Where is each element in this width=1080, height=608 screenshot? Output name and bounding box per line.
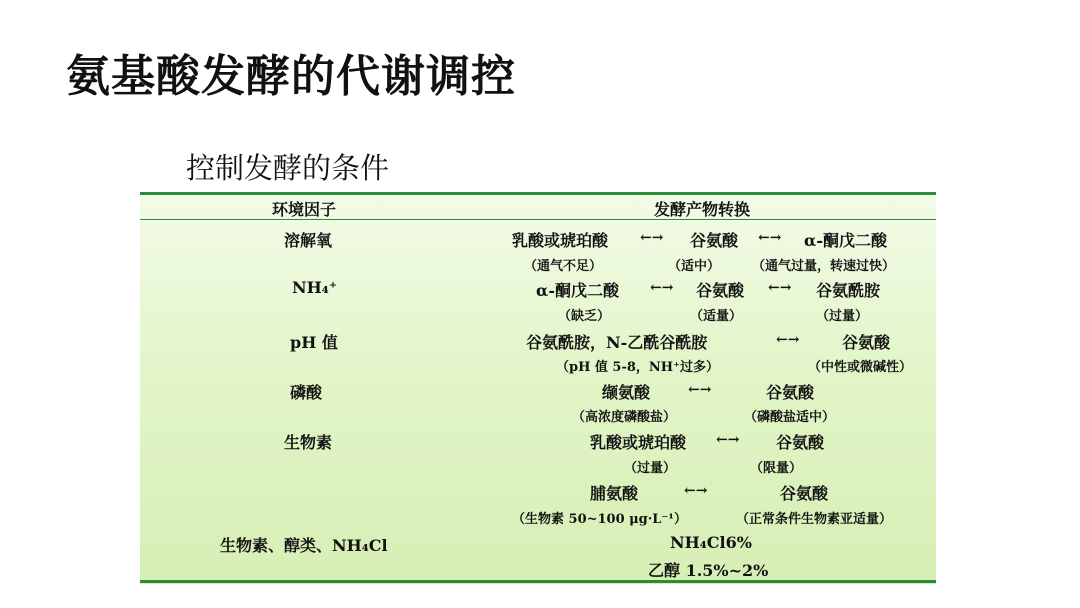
table-bottom-rule	[140, 580, 936, 583]
product-text: 脯氨酸	[590, 484, 639, 503]
product-text: 缬氨酸	[602, 383, 651, 402]
product-text: 乳酸或琥珀酸	[512, 231, 609, 250]
bidirectional-arrow-icon: ←→	[650, 280, 674, 296]
condition-note: （正常条件生物素亚适量）	[736, 512, 893, 527]
factor-cell: NH₄⁺	[292, 278, 338, 297]
bidirectional-arrow-icon: ←→	[684, 483, 708, 499]
product-text: α-酮戊二酸	[536, 281, 619, 300]
factor-cell: 溶解氧	[284, 231, 333, 250]
product-text: 谷氨酸	[776, 433, 825, 452]
section-subtitle: 控制发酵的条件	[186, 151, 390, 185]
condition-note: （限量）	[750, 461, 803, 476]
condition-note: （缺乏）	[558, 309, 611, 324]
factor-cell: 生物素	[284, 433, 333, 452]
product-text: α-酮戊二酸	[804, 231, 887, 250]
product-text: 谷氨酸	[690, 231, 739, 250]
factor-cell: pH 值	[290, 333, 338, 352]
condition-note: （中性或微碱性）	[808, 360, 913, 375]
condition-note: （通气不足）	[524, 259, 603, 274]
product-text: NH₄Cl6%	[670, 533, 752, 552]
table-header-rule	[140, 219, 936, 220]
product-text: 乳酸或琥珀酸	[590, 433, 687, 452]
product-text: 谷氨酸	[842, 333, 891, 352]
factor-cell: 生物素、醇类、NH₄Cl	[220, 536, 388, 555]
condition-note: （过量）	[816, 309, 869, 324]
condition-note: （高浓度磷酸盐）	[572, 410, 677, 425]
page-title: 氨基酸发酵的代谢调控	[66, 51, 516, 102]
condition-note: （磷酸盐适中）	[744, 410, 836, 425]
bidirectional-arrow-icon: ←→	[640, 230, 664, 246]
column-header-conversion: 发酵产物转换	[654, 200, 751, 219]
condition-note: （适量）	[690, 309, 743, 324]
conditions-table	[140, 192, 936, 584]
product-text: 谷氨酸	[696, 281, 745, 300]
table-top-rule	[140, 192, 936, 195]
condition-note: （适中）	[668, 259, 721, 274]
condition-note: （过量）	[624, 461, 677, 476]
bidirectional-arrow-icon: ←→	[688, 382, 712, 398]
factor-cell: 磷酸	[290, 383, 323, 402]
product-text: 谷氨酸	[766, 383, 815, 402]
column-header-factor: 环境因子	[272, 200, 337, 219]
bidirectional-arrow-icon: ←→	[758, 230, 782, 246]
condition-note: （通气过量，转速过快）	[752, 259, 896, 274]
product-text: 谷氨酸	[780, 484, 829, 503]
bidirectional-arrow-icon: ←→	[768, 280, 792, 296]
bidirectional-arrow-icon: ←→	[716, 432, 740, 448]
product-text: 谷氨酰胺，N-乙酰谷酰胺	[526, 333, 708, 352]
product-text: 乙醇 1.5%~2%	[648, 561, 769, 580]
product-text: 谷氨酰胺	[816, 281, 881, 300]
condition-note: （pH 值 5-8，NH⁺过多）	[556, 360, 719, 375]
condition-note: （生物素 50~100 μg·L⁻¹）	[512, 512, 687, 527]
bidirectional-arrow-icon: ←→	[776, 332, 800, 348]
